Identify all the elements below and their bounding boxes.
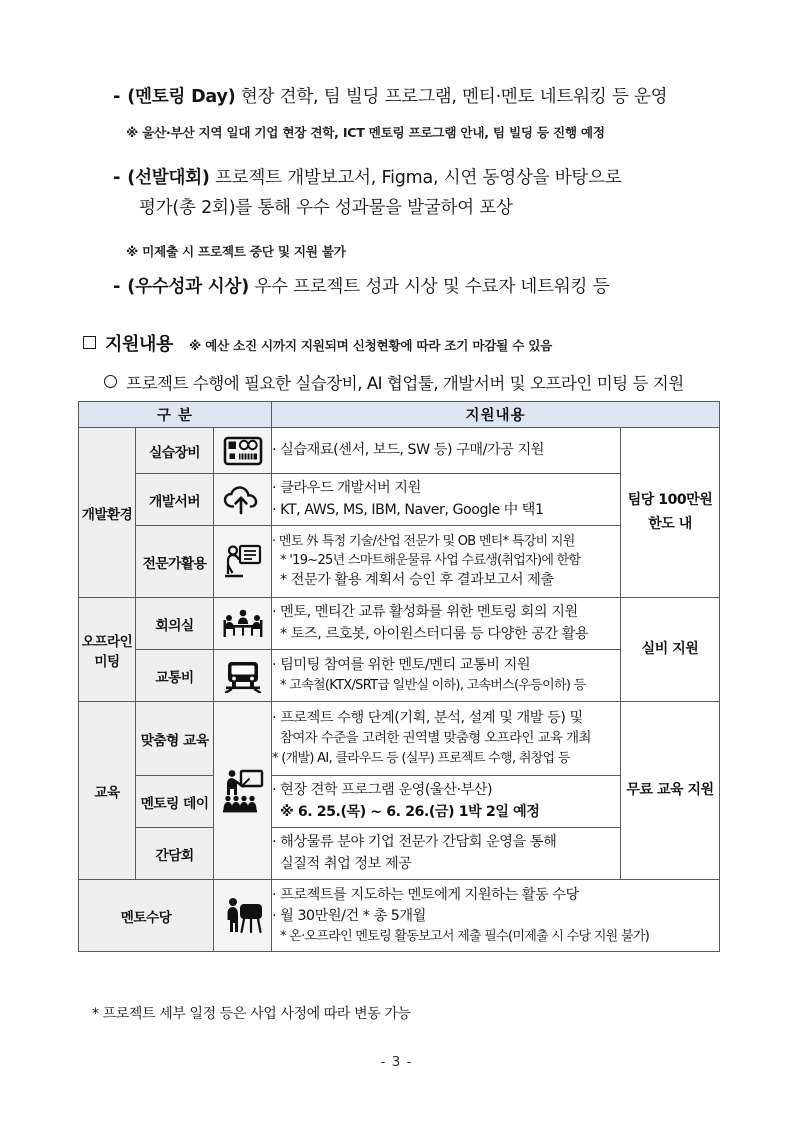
detail-line: * 전문가 활용 계획서 승인 후 결과보고서 제출 [280,572,554,589]
detail-line: * 고속철(KTX/SRT급 일반실 이하), 고속버스(우등이하) 등 [280,678,586,694]
group-label-education: 교육 [79,702,136,880]
section-note: ※ 예산 소진 시까지 지원되며 신청현황에 따라 조기 마감될 수 있음 [188,338,553,353]
bullet-body-mentoring-day: 현장 견학, 팀 빌딩 프로그램, 멘티·멘토 네트워킹 등 운영 [235,87,668,107]
sub-label-expert-usage: 전문가활용 [136,526,214,598]
amount-line: 한도 내 [648,515,692,532]
dash-marker: - [113,167,121,188]
detail-line: · 실습재료(센서, 보드, SW 등) 구매/가공 지원 [272,441,545,458]
amount-offline-meeting [621,598,720,702]
detail-lab-equipment [272,428,621,474]
detail-expert-usage [272,526,621,598]
group-label-dev-environment: 개발환경 [79,428,136,598]
amount-line: 무료 교육 지원 [626,781,714,798]
table-row [79,598,720,650]
bullet-item-award [113,275,609,300]
bullet-label-selection-contest: (선발대회) [127,168,210,188]
meeting-table-icon [214,598,272,650]
bullet-item-selection-contest [113,166,622,191]
sub-label-customized-education: 맞춤형 교육 [136,702,214,776]
detail-line: 실질적 취업 정보 제공 [280,855,412,872]
table-row [79,880,720,952]
mentor-board-icon [214,880,272,952]
detail-line: * 온·오프라인 멘토링 활동보고서 제출 필수(미제출 시 수당 지원 불가) [280,928,650,944]
cloud-upload-icon [214,474,272,526]
footer-note: * 프로젝트 세부 일정 등은 사업 사정에 따라 변동 가능 [92,1006,411,1022]
detail-customized-education [272,702,621,776]
detail-line: * 토즈, 르호봇, 아이원스터디룸 등 다양한 공간 활용 [280,625,589,642]
detail-line: · 월 30만원/건 * 총 5개월 [272,907,426,924]
header-category: 구 분 [79,402,272,428]
bullet-text [127,166,621,190]
table-header-row [79,402,720,428]
header-detail: 지원내용 [272,402,720,428]
detail-meeting-room [272,598,621,650]
group-label-line: 오프라인 [81,633,133,650]
dash-marker: - [113,276,121,297]
amount-line: 실비 지원 [641,640,699,657]
detail-line: ※ 6. 25.(목) ~ 6. 26.(금) 1박 2일 예정 [280,803,540,820]
train-icon [214,650,272,702]
section-lead-line [104,370,684,394]
detail-dev-server [272,474,621,526]
lecture-audience-icon [214,702,272,880]
sub-label-transportation: 교통비 [136,650,214,702]
table-row [79,428,720,474]
detail-roundtable [272,828,621,880]
amount-line: 팀당 100만원 [627,491,713,508]
note-mentoring-day: ※ 울산·부산 지역 일대 기업 현장 견학, ICT 멘토링 프로그램 안내, 팀 빌딩 등 진행 예정 [126,125,605,140]
note-selection-contest: ※ 미제출 시 프로젝트 중단 및 지원 불가 [126,244,346,259]
support-details-table [78,401,720,952]
detail-line: · 현장 견학 프로그램 운영(울산·부산) [272,782,493,799]
detail-line: · 프로젝트를 지도하는 멘토에게 지원하는 활동 수당 [272,886,579,903]
bullet-body-award: 우수 프로젝트 성과 시상 및 수료자 네트워킹 등 [249,277,610,297]
bullet-text [127,85,667,109]
detail-line: · 해상물류 분야 기업 전문가 간담회 운영을 통해 [272,834,557,851]
detail-line: · 멘토 外 특정 기술/산업 전문가 및 OB 멘티* 특강비 지원 [272,533,575,549]
sub-label-roundtable: 간담회 [136,828,214,880]
sub-label-meeting-room: 회의실 [136,598,214,650]
sub-label-lab-equipment: 실습장비 [136,428,214,474]
bullet-text [127,275,609,299]
amount-education [621,702,720,880]
amount-dev-environment [621,428,720,598]
detail-line: · 팀미팅 참여를 위한 멘토/멘티 교통비 지원 [272,657,531,674]
detail-mentoring-day [272,776,621,828]
bullet-wrap-selection-contest: 평가(총 2회)를 통해 우수 성과물을 발굴하여 포상 [139,198,513,218]
detail-line: · 클라우드 개발서버 지원 [272,480,421,497]
detail-line: · 멘토, 멘티간 교류 활성화를 위한 멘토링 회의 지원 [272,604,578,621]
section-lead-text: 프로젝트 수행에 필요한 실습장비, AI 협업툴, 개발서버 및 오프라인 미팅 등 지원 [126,374,684,393]
detail-line: · 프로젝트 수행 단계(기획, 분석, 설계 및 개발 등) 및 [272,710,583,727]
detail-line: * '19~25년 스마트해운물류 사업 수료생(취업자)에 한함 [280,552,581,568]
section-title: 지원내용 [105,334,173,355]
bullet-label-award: (우수성과 시상) [127,277,249,297]
detail-line: · KT, AWS, MS, IBM, Naver, Google 中 택1 [272,501,544,518]
sub-label-mentoring-day: 멘토링 데이 [136,776,214,828]
page-number: - 3 - [380,1054,413,1070]
detail-line: 참여자 수준을 고려한 권역별 맞춤형 오프라인 교육 개최 [280,731,591,747]
detail-mentor-allowance [272,880,720,952]
group-label-offline-meeting [79,598,136,702]
bullet-body-selection-contest: 프로젝트 개발보고서, Figma, 시연 동영상을 바탕으로 [209,168,622,188]
group-label-line: 미팅 [94,653,120,670]
table-row [79,702,720,776]
detail-transportation [272,650,621,702]
sub-label-dev-server: 개발서버 [136,474,214,526]
detail-line: * (개발) AI, 클라우드 등 (실무) 프로젝트 수행, 취창업 등 [272,751,570,767]
group-label-mentor-allowance: 멘토수당 [79,880,214,952]
square-bullet-icon [83,336,96,349]
circuit-board-icon [214,428,272,474]
bullet-label-mentoring-day: (멘토링 Day) [127,87,236,107]
section-heading-support [83,330,552,356]
dash-marker: - [113,86,121,107]
bullet-item-mentoring-day [113,85,667,110]
presenter-icon [214,526,272,598]
circle-bullet-icon [104,375,117,388]
